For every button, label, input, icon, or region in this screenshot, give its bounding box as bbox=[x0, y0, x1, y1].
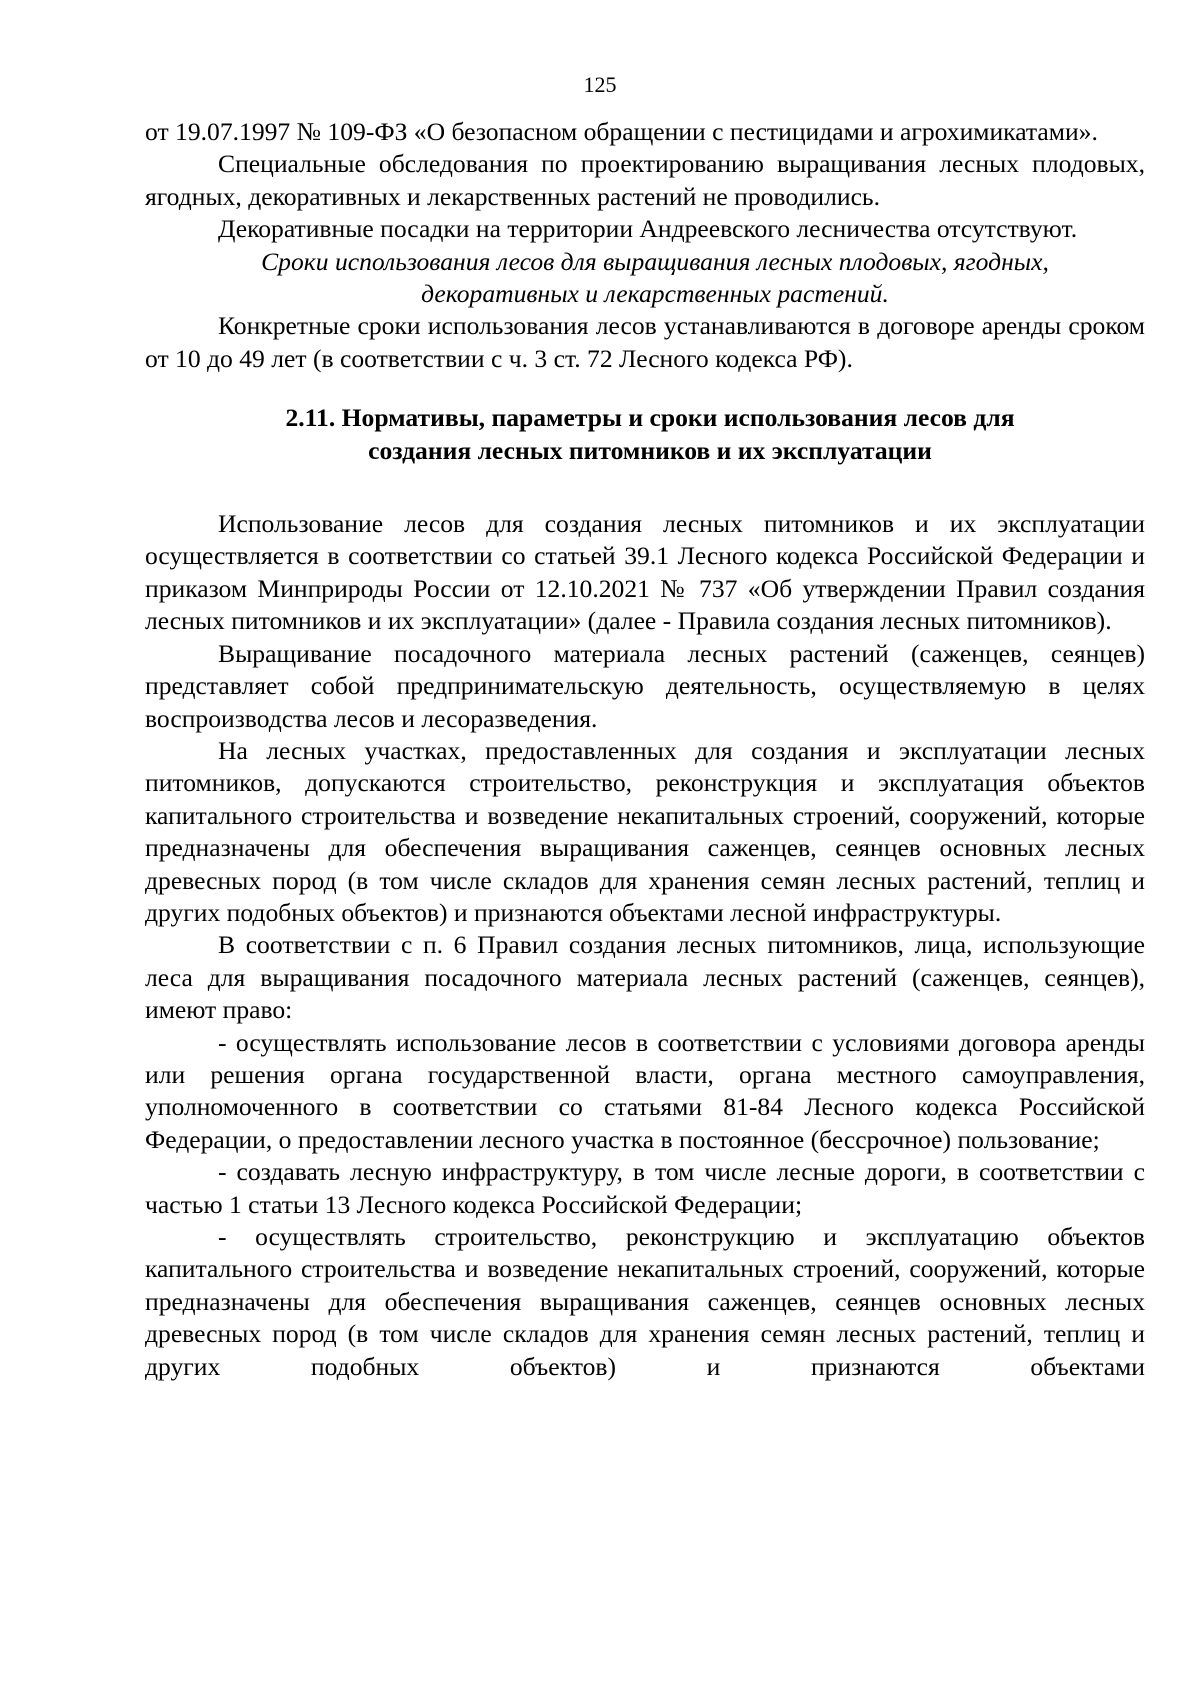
subtitle-line-2: декоративных и лекарственных растений. bbox=[421, 279, 889, 309]
page-number: 125 bbox=[583, 72, 617, 97]
list-item-construction: - осуществлять строительство, реконструкцию и эксплуатацию объектов капитального строительства и возведение некапитальных строений, сооружений, которые предназначены для обеспечения выращивания саженцев, сеянцев основных лесных древесных пород (в том числе складов для хранения семян лесных растений, теплиц и других подобных объектов) и признаются объектами bbox=[145, 1222, 1145, 1381]
page-content bbox=[145, 116, 1145, 1383]
paragraph-rights-intro: В соответствии с п. 6 Правил создания лесных питомников, лица, использующие леса для выращивания посадочного материала лесных растений (саженцев, сеянцев), имеют право: bbox=[145, 930, 1145, 1025]
paragraph-decorative-plantings: Декоративные посадки на территории Андреевского лесничества отсутствуют. bbox=[218, 214, 1078, 244]
paragraph-lease-terms: Конкретные сроки использования лесов устанавливаются в договоре аренды сроком от 10 до 49 лет (в соответствии с ч. 3 ст. 72 Лесного кодекса РФ). bbox=[145, 311, 1145, 373]
subtitle-line-1: Сроки использования лесов для выращивания лесных плодовых, ягодных, bbox=[261, 246, 1049, 276]
list-item-create-infrastructure: - создавать лесную инфраструктуру, в том числе лесные дороги, в соответствии с частью 1 статьи 13 Лесного кодекса Российской Федерации; bbox=[145, 1157, 1145, 1219]
list-item-use-forests: - осуществлять использование лесов в соответствии с условиями договора аренды или решения органа государственной власти, органа местного самоуправления, уполномоченного в соответствии со статьями 81-84 Лесного кодекса Российской Федерации, о предоставлении лесного участка в постоянное (бессрочное) пользование; bbox=[145, 1027, 1145, 1154]
subtitle-terms bbox=[145, 246, 1145, 311]
section-heading-line-1: 2.11. Нормативы, параметры и сроки использования лесов для bbox=[285, 403, 1015, 433]
section-heading-line-2: создания лесных питомников и их эксплуатации bbox=[368, 435, 932, 465]
paragraph-special-surveys: Специальные обследования по проектированию выращивания лесных плодовых, ягодных, декоративных и лекарственных растений не проводились. bbox=[145, 149, 1145, 211]
paragraph-infrastructure: На лесных участках, предоставленных для создания и эксплуатации лесных питомников, допускаются строительство, реконструкция и эксплуатация объектов капитального строительства и возведение некапитальных строений, сооружений, которые предназначены для обеспечения выращивания саженцев, сеянцев основных лесных древесных пород (в том числе складов для хранения семян лесных растений, теплиц и других подобных объектов) и признаются объектами лесной инфраструктуры. bbox=[145, 735, 1145, 927]
paragraph-nursery-basis: Использование лесов для создания лесных питомников и их эксплуатации осуществляется в соответствии со статьей 39.1 Лесного кодекса Российской Федерации и приказом Минприроды России от 12.10.2021 № 737 «Об утверждении Правил создания лесных питомников и их эксплуатации» (далее - Правила создания лесных питомников). bbox=[145, 509, 1145, 636]
paragraph-law-reference: от 19.07.1997 № 109-ФЗ «О безопасном обращении с пестицидами и агрохимикатами». bbox=[145, 117, 1098, 146]
paragraph-planting-material: Выращивание посадочного материала лесных растений (саженцев, сеянцев) представляет собой предпринимательскую деятельность, осуществляемую в целях воспроизводства лесов и лесоразведения. bbox=[145, 638, 1145, 733]
section-heading bbox=[145, 402, 1145, 467]
